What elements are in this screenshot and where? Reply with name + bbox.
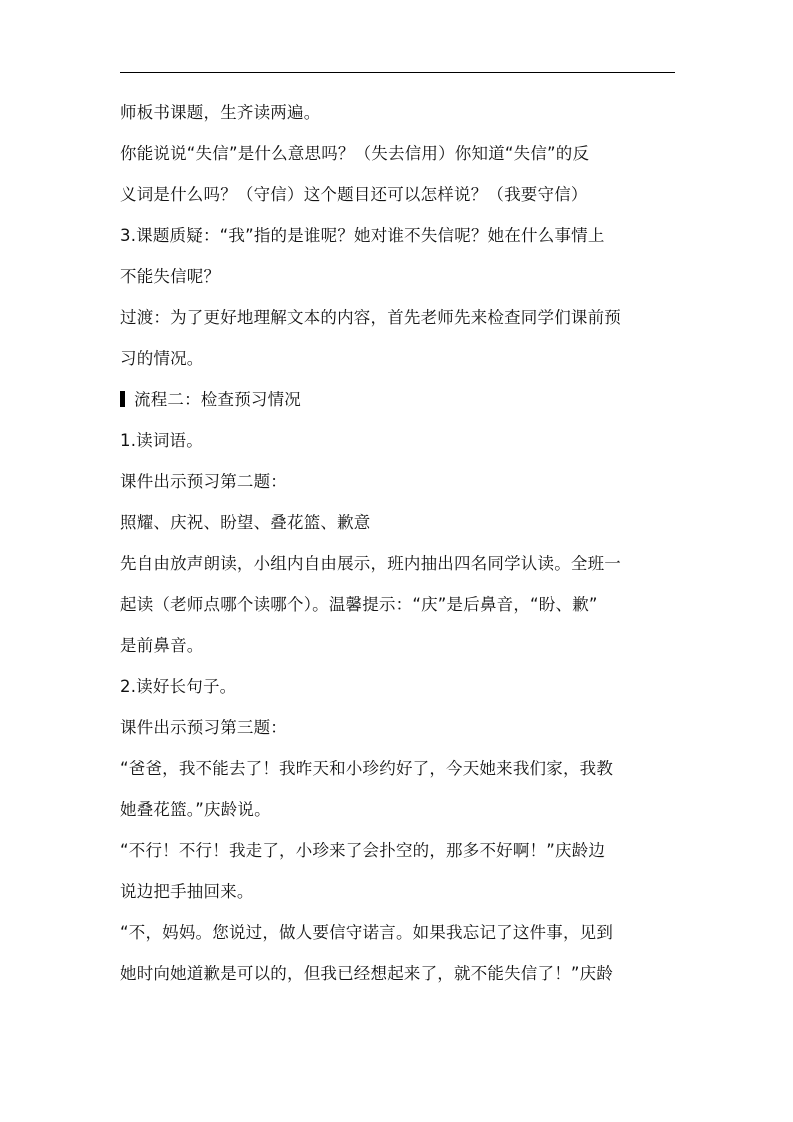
text-line: 是前鼻音。 <box>120 636 204 655</box>
text-line: “不，妈妈。您说过，做人要信守诺言。如果我忘记了这件事，见到 <box>120 923 614 942</box>
text-line: 师板书课题，生齐读两遍。 <box>120 103 321 122</box>
text-line: 先自由放声朗读，小组内自由展示，班内抽出四名同学认读。全班一 <box>120 554 621 573</box>
text-line: 你能说说“失信”是什么意思吗？（失去信用）你知道“失信”的反 <box>120 144 590 163</box>
text-line: 起读（老师点哪个读哪个）。温馨提示：“庆”是后鼻音，“盼、歉” <box>120 595 598 614</box>
text-line: “爸爸，我不能去了！我昨天和小珍约好了，今天她来我们家，我教 <box>120 759 614 778</box>
text-line: 2.读好长句子。 <box>120 677 237 696</box>
text-line: 3.课题质疑：“我”指的是谁呢？她对谁不失信呢？她在什么事情上 <box>120 226 605 245</box>
text-line: 习的情况。 <box>120 349 204 368</box>
text-line: “不行！不行！我走了，小珍来了会扑空的，那多不好啊！”庆龄边 <box>120 841 606 860</box>
section-heading <box>120 379 676 420</box>
text-line: 不能失信呢？ <box>120 267 221 286</box>
text-line: 说边把手抽回来。 <box>120 882 254 901</box>
text-line: 过渡：为了更好地理解文本的内容，首先老师先来检查同学们课前预 <box>120 308 621 327</box>
heading-bar-icon <box>120 391 125 407</box>
text-line: 义词是什么吗？（守信）这个题目还可以怎样说？（我要守信） <box>120 185 588 204</box>
text-line: 照耀、庆祝、盼望、叠花篮、歉意 <box>120 513 371 532</box>
text-line: 课件出示预习第三题： <box>120 718 287 737</box>
text-line: 她叠花篮。”庆龄说。 <box>120 800 271 819</box>
text-line: 课件出示预习第二题： <box>120 472 287 491</box>
header-rule <box>120 72 675 73</box>
text-line: 1.读词语。 <box>120 431 203 450</box>
document-body <box>120 92 676 994</box>
text-line: 她时向她道歉是可以的，但我已经想起来了，就不能失信了！”庆龄 <box>120 964 614 983</box>
section-heading-text: 流程二：检查预习情况 <box>134 390 301 409</box>
